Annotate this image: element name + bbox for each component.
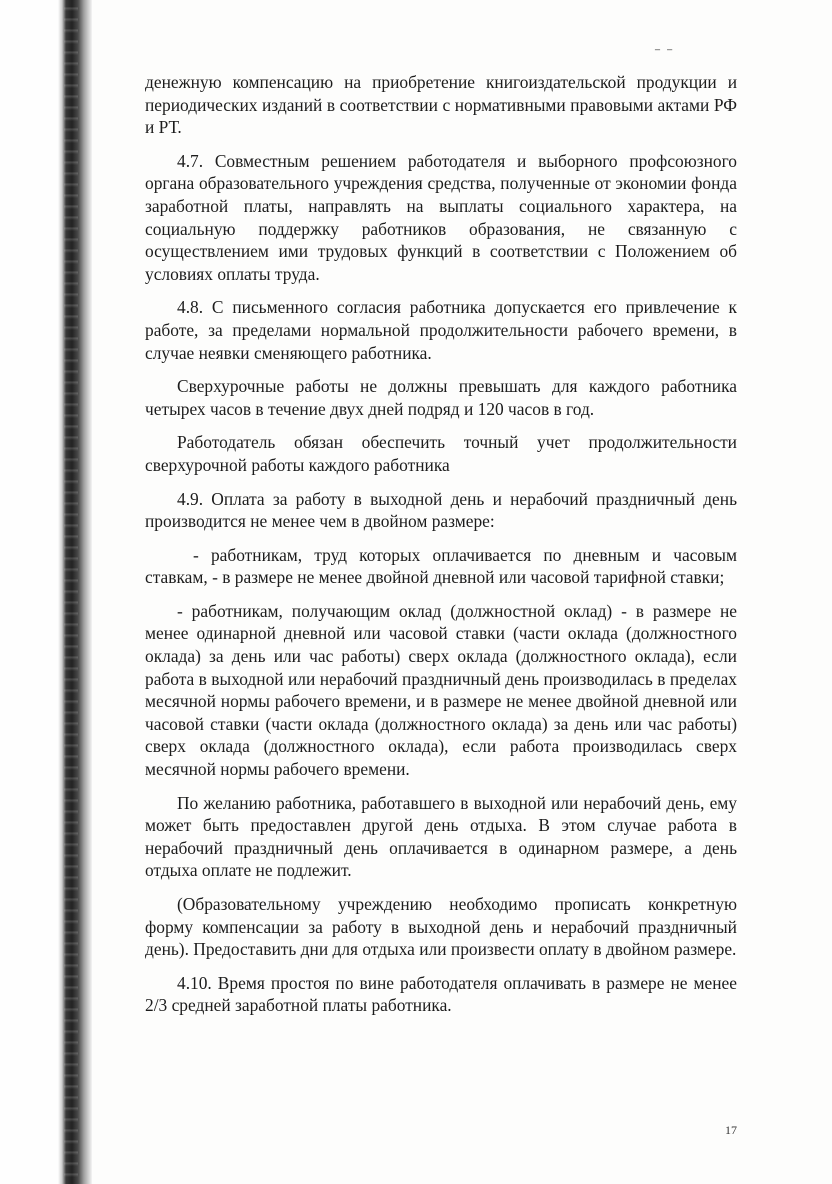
page-number: 17 [725,1123,737,1137]
paragraph-4-8: 4.8. С письменного согласия работника допускается его привлечение к работе, за пределами нормальной продолжительности рабочего времени, в случае неявки сменяющего работника. [145,297,737,363]
paragraph-compensation-note: (Образовательному учреждению необходимо прописать конкретную форму компенсации за работу в выходной день и нерабочий праздничный день). Предоставить дни для отдыха или произвести оплату в двойном размере. [145,894,737,960]
paragraph-overtime-accounting: Работодатель обязан обеспечить точный учет продолжительности сверхурочной работы каждого работника [145,432,737,475]
corner-mark: _ _ [655,40,675,51]
document-body [145,71,737,1028]
paragraph-4-7: 4.7. Совместным решением работодателя и выборного профсоюзного органа образовательного учреждения средства, полученные от экономии фонда заработной платы, направлять на выплаты социального характера, на социальную поддержку работников образования, не связанную с осуществлением ими трудовых функций в соответствии с Положением об условиях оплаты труда. [145,150,737,284]
paragraph-day-off: По желанию работника, работавшего в выходной или нерабочий день, ему может быть предоставлен другой день отдыха. В этом случае работа в нерабочий праздничный день оплачивается в одинарном размере, а день отдыха оплате не подлежит. [145,792,737,881]
paragraph-4-9: 4.9. Оплата за работу в выходной день и нерабочий праздничный день производится не менее чем в двойном размере: [145,488,737,532]
paragraph-salaried-workers: - работникам, получающим оклад (должностной оклад) - в размере не менее одинарной дневной или часовой ставки (части оклада (должностного оклада) за день или час работы) сверх оклада (должностного оклада), если работа в выходной или нерабочий праздничный день производилась в пределах месячной нормы рабочего времени, и в размере не менее двойной дневной или часовой ставки (части оклада (должностного оклада) за день или час работы) сверх оклада (должностного оклада), если работа производилась сверх месячной нормы рабочего времени. [145,600,737,780]
paragraph-continuation: денежную компенсацию на приобретение книгоиздательской продукции и периодических изданий в соответствии с нормативными правовыми актами РФ и РТ. [145,72,737,138]
paragraph-4-10: 4.10. Время простоя по вине работодателя оплачивать в размере не менее 2/3 средней заработной платы работника. [145,972,737,1016]
scan-binding-edge [0,0,92,1184]
paragraph-hourly-rates: - работникам, труд которых оплачивается по дневным и часовым ставкам, - в размере не менее двойной дневной или часовой тарифной ставки; [145,544,737,588]
paragraph-overtime-limit: Сверхурочные работы не должны превышать для каждого работника четырех часов в течение двух дней подряд и 120 часов в год. [145,376,737,419]
